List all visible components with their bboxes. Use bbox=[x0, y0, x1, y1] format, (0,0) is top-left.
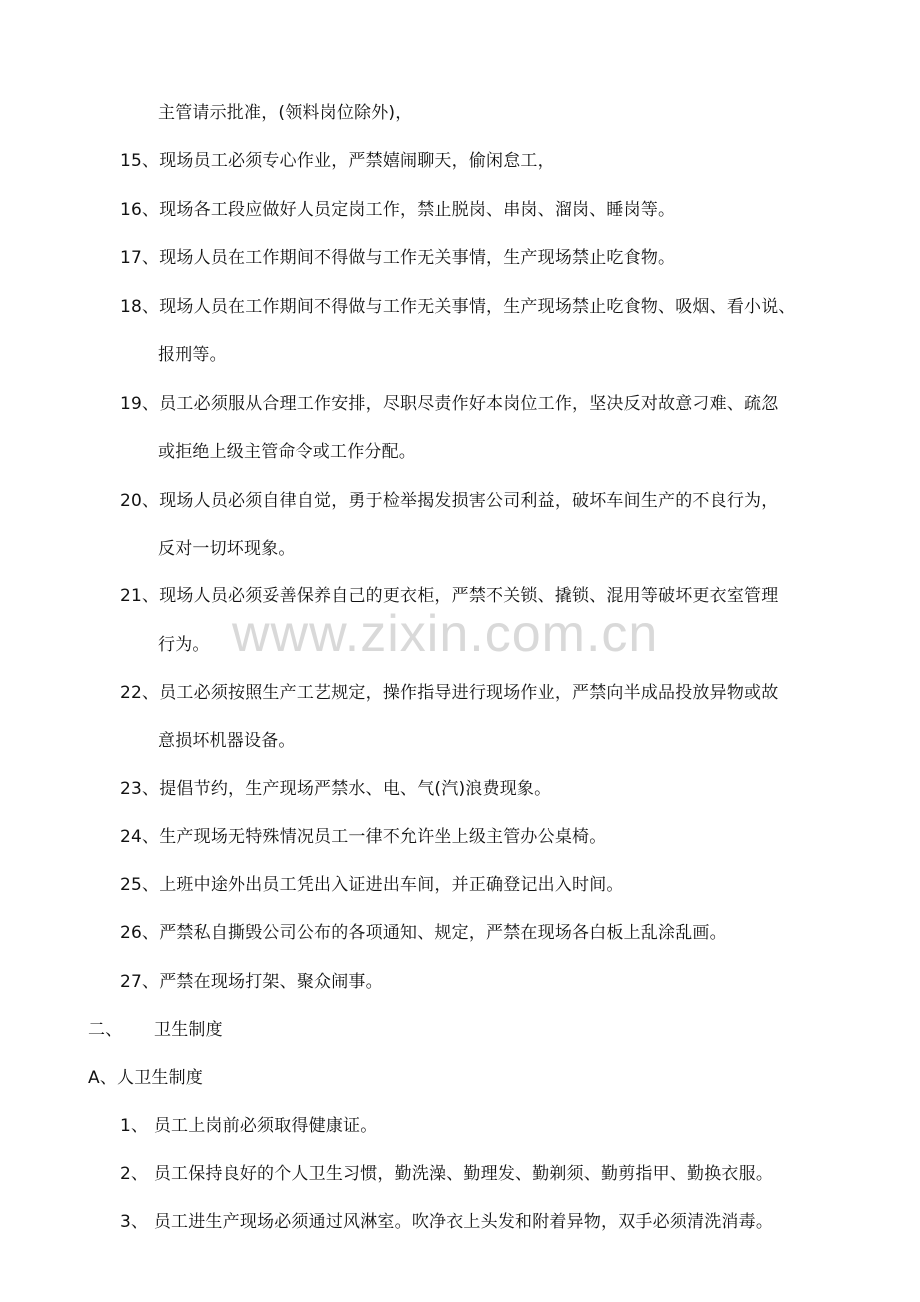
rule-26: 26、严禁私自撕毁公司公布的各项通知、规定，严禁在现场各白板上乱涂乱画。 bbox=[120, 923, 727, 943]
hygiene-item-3: 3、 员工进生产现场必须通过风淋室。吹净衣上头发和附着异物，双手必须清洗消毒。 bbox=[120, 1212, 774, 1232]
section-number: 二、 bbox=[88, 1020, 123, 1040]
hygiene-item-1: 1、 员工上岗前必须取得健康证。 bbox=[120, 1116, 378, 1136]
rule-16: 16、现场各工段应做好人员定岗工作，禁止脱岗、串岗、溜岗、睡岗等。 bbox=[120, 200, 676, 220]
hygiene-item-2: 2、 员工保持良好的个人卫生习惯，勤洗澡、勤理发、勤剃须、勤剪指甲、勤换衣服。 bbox=[120, 1164, 774, 1184]
rule-21-continuation: 行为。 bbox=[158, 635, 210, 655]
rule-19: 19、员工必须服从合理工作安排，尽职尽责作好本岗位工作，坚决反对故意刁难、疏忽 bbox=[120, 394, 779, 414]
rule-22-continuation: 意损坏机器设备。 bbox=[158, 731, 296, 751]
watermark: www.zixin.com.cn bbox=[232, 605, 659, 663]
rule-15: 15、现场员工必须专心作业，严禁嬉闹聊天，偷闲怠工， bbox=[120, 151, 555, 171]
rule-20-continuation: 反对一切坏现象。 bbox=[158, 539, 296, 559]
rule-20: 20、现场人员必须自律自觉，勇于检举揭发损害公司利益，破坏车间生产的不良行为， bbox=[120, 491, 779, 511]
rule-21: 21、现场人员必须妥善保养自己的更衣柜，严禁不关锁、撬锁、混用等破坏更衣室管理 bbox=[120, 586, 779, 606]
rule-24: 24、生产现场无特殊情况员工一律不允许坐上级主管办公桌椅。 bbox=[120, 827, 607, 847]
rule-17: 17、现场人员在工作期间不得做与工作无关事情，生产现场禁止吃食物。 bbox=[120, 248, 676, 268]
rule-22: 22、员工必须按照生产工艺规定，操作指导进行现场作业，严禁向半成品投放异物或故 bbox=[120, 683, 779, 703]
rule-18: 18、现场人员在工作期间不得做与工作无关事情，生产现场禁止吃食物、吸烟、看小说、 bbox=[120, 297, 796, 317]
rule-27: 27、严禁在现场打架、聚众闹事。 bbox=[120, 972, 383, 992]
rule-18-continuation: 报刑等。 bbox=[158, 345, 227, 365]
rule-23: 23、提倡节约，生产现场严禁水、电、气(汽)浪费现象。 bbox=[120, 779, 552, 799]
rule-25: 25、上班中途外出员工凭出入证进出车间，并正确登记出入时间。 bbox=[120, 875, 624, 895]
rule-19-continuation: 或拒绝上级主管命令或工作分配。 bbox=[158, 442, 416, 462]
subsection-heading: A、人卫生制度 bbox=[88, 1068, 204, 1088]
rule-14-continuation: 主管请示批准，(领料岗位除外)， bbox=[158, 103, 413, 123]
section-title: 卫生制度 bbox=[154, 1020, 223, 1040]
